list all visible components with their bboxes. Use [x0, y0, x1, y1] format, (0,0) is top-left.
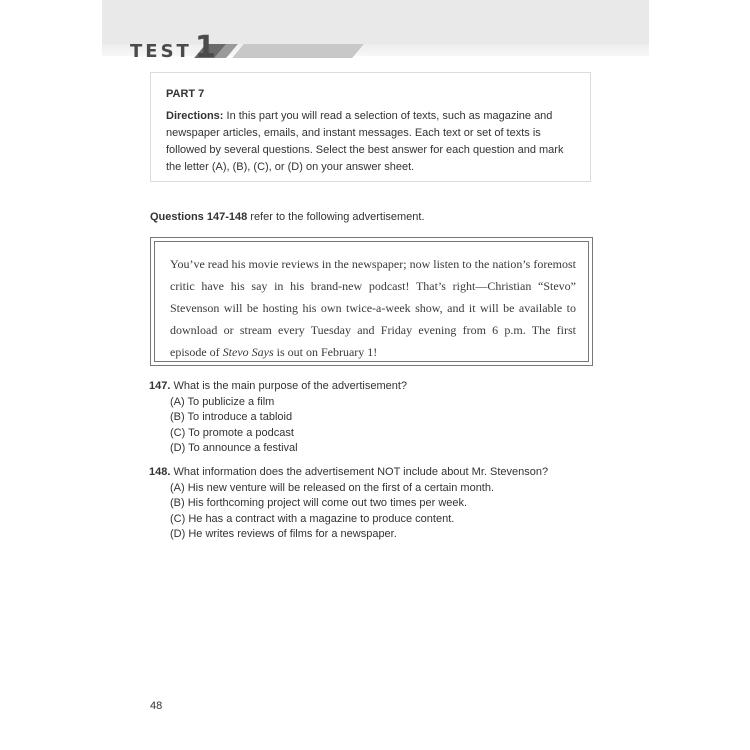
- option-a: (A) To publicize a film: [170, 395, 275, 408]
- advertisement-show-title: Stevo Says: [222, 345, 274, 359]
- book-page: [102, 0, 649, 750]
- advertisement-body: You’ve read his movie reviews in the newspaper; now listen to the nation’s foremost critic have his say in his brand-new podcast! That’s right—Christian “Stevo” Stevenson will be hosting his own twice-a-week show, and it will be available to download or stream every Tuesday and Friday evening from 6 p.m. The first episode of: [170, 257, 576, 359]
- directions-text: [166, 108, 576, 176]
- test-number: 1: [194, 30, 216, 65]
- advertisement-frame: [150, 237, 593, 366]
- option-c: (C) He has a contract with a magazine to produce content.: [170, 512, 455, 525]
- part-title: PART 7: [166, 88, 205, 100]
- option-b: (B) To introduce a tabloid: [170, 411, 293, 423]
- question-prompt: What is the main purpose of the advertisement?: [170, 380, 408, 392]
- question-148: [149, 465, 548, 543]
- option-a: (A) His new venture will be released on the first of a certain month.: [170, 481, 495, 494]
- question-number: 147.: [149, 380, 171, 392]
- option-d: (D) To announce a festival: [170, 442, 298, 454]
- question-prompt: What information does the advertisement NOT include about Mr. Stevenson?: [170, 466, 549, 478]
- questions-intro-text: refer to the following advertisement.: [247, 211, 425, 223]
- questions-range: Questions 147-148: [150, 211, 248, 223]
- question-147: [149, 379, 407, 457]
- header-stripe-light: [232, 44, 364, 58]
- option-c: (C) To promote a podcast: [170, 426, 294, 439]
- advertisement-text: [154, 241, 589, 362]
- page-number: 48: [150, 700, 163, 712]
- option-b: (B) His forthcoming project will come out two times per week.: [170, 497, 468, 509]
- question-147-stem: [149, 379, 407, 395]
- advertisement-ending: is out on February 1!: [273, 345, 378, 359]
- directions-box: [150, 72, 591, 182]
- directions-label: Directions:: [166, 110, 224, 122]
- option-d: (D) He writes reviews of films for a newspaper.: [170, 528, 397, 540]
- questions-intro: [150, 211, 425, 223]
- question-number: 148.: [149, 466, 171, 478]
- test-word: TEST: [130, 41, 192, 62]
- test-heading: [130, 30, 216, 65]
- question-148-stem: [149, 465, 548, 481]
- directions-body: In this part you will read a selection of texts, such as magazine and newspaper articles, emails, and instant messages. Each text or set of texts is followed by several questions. Select the best answer for each question and mark the letter (A), (B), (C), or (D) on your answer sheet.: [166, 110, 564, 173]
